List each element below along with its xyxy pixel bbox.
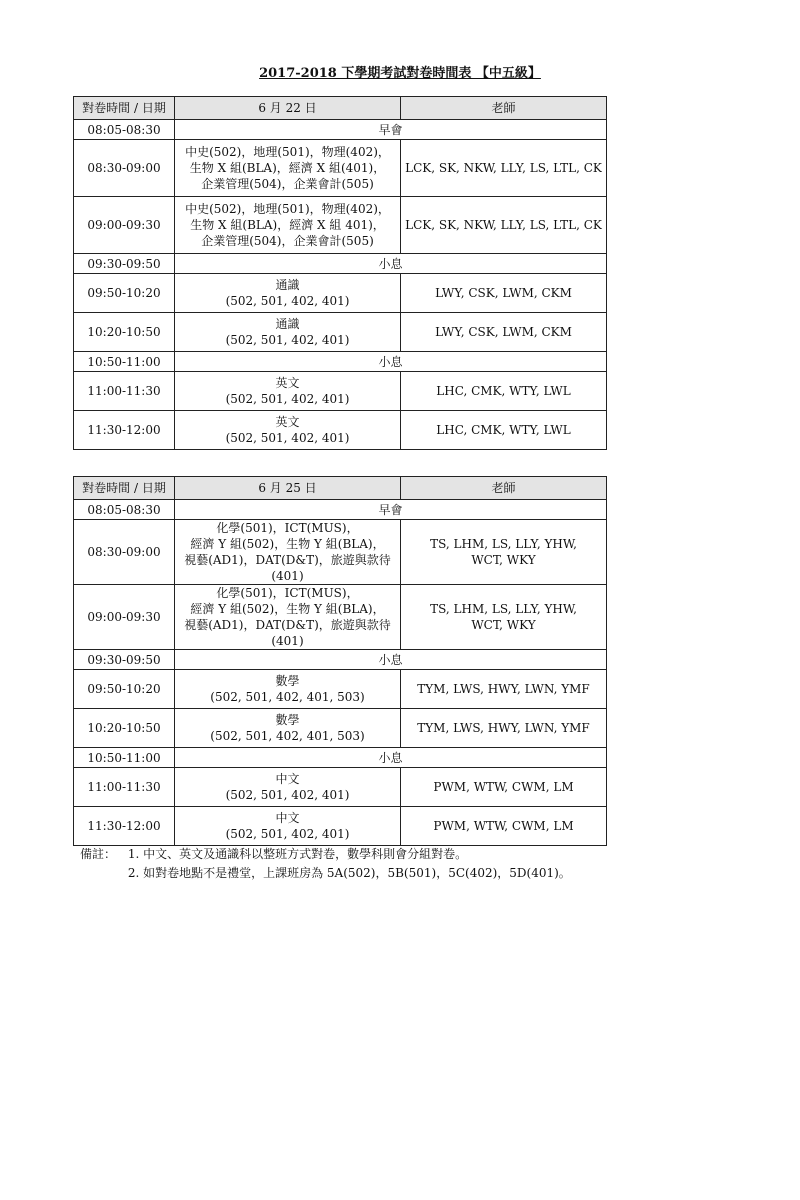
table-row [74,140,607,197]
subjects-cell: 通識 (502, 501, 402, 401) [175,274,401,313]
time-cell: 10:50-11:00 [74,352,175,372]
table-row [74,807,607,846]
teachers-cell: TS, LHM, LS, LLY, YHW, WCT, WKY [401,520,607,585]
subjects-cell: 英文 (502, 501, 402, 401) [175,411,401,450]
header-row [74,97,607,120]
table-row [74,500,607,520]
subjects-cell: 數學 (502, 501, 402, 401, 503) [175,670,401,709]
time-cell: 09:00-09:30 [74,197,175,254]
teachers-cell: PWM, WTW, CWM, LM [401,807,607,846]
note-item: 2. 如對卷地點不是禮堂，上課班房為 5A(502)，5B(501)，5C(402)，5D(401)。 [127,866,571,880]
subjects-cell: 中文 (502, 501, 402, 401) [175,807,401,846]
break-cell: 小息 [175,650,607,670]
header-row [74,477,607,500]
table-row [74,520,607,585]
subjects-cell: 中史(502)，地理(501)，物理(402)， 生物 X 組(BLA)，經濟 X 組(401)， 企業管理(504)，企業會計(505) [175,140,401,197]
subjects-cell: 通識 (502, 501, 402, 401) [175,313,401,352]
time-cell: 11:30-12:00 [74,411,175,450]
time-cell: 09:50-10:20 [74,274,175,313]
table-row [74,372,607,411]
teachers-cell: LCK, SK, NKW, LLY, LS, LTL, CK [401,197,607,254]
time-cell: 11:00-11:30 [74,372,175,411]
time-cell: 09:50-10:20 [74,670,175,709]
time-cell: 09:30-09:50 [74,254,175,274]
teachers-cell: LWY, CSK, LWM, CKM [401,313,607,352]
table-row [74,313,607,352]
time-cell: 08:05-08:30 [74,120,175,140]
teachers-cell: LWY, CSK, LWM, CKM [401,274,607,313]
teachers-cell: TYM, LWS, HWY, LWN, YMF [401,670,607,709]
page-title: 2017-2018 下學期考試對卷時間表 【中五級】 [259,66,541,81]
subjects-cell: 數學 (502, 501, 402, 401, 503) [175,709,401,748]
notes [80,845,571,883]
break-cell: 早會 [175,500,607,520]
header-time: 對卷時間 / 日期 [74,477,175,500]
header-time: 對卷時間 / 日期 [74,97,175,120]
time-cell: 10:20-10:50 [74,313,175,352]
table-row [74,120,607,140]
teachers-cell: PWM, WTW, CWM, LM [401,768,607,807]
table-row [74,254,607,274]
subjects-cell: 化學(501)，ICT(MUS)， 經濟 Y 組(502)，生物 Y 組(BLA)， 視藝(AD1)，DAT(D&T)，旅遊與款待(401) [175,520,401,585]
schedule-table-1 [73,96,607,450]
table-row [74,274,607,313]
break-cell: 小息 [175,748,607,768]
subjects-cell: 英文 (502, 501, 402, 401) [175,372,401,411]
schedule-table-2 [73,476,607,846]
table-row [74,748,607,768]
teachers-cell: LCK, SK, NKW, LLY, LS, LTL, CK [401,140,607,197]
subjects-cell: 中文 (502, 501, 402, 401) [175,768,401,807]
table-row [74,197,607,254]
teachers-cell: LHC, CMK, WTY, LWL [401,411,607,450]
time-cell: 11:00-11:30 [74,768,175,807]
table-row [74,411,607,450]
table-row [74,650,607,670]
time-cell: 10:20-10:50 [74,709,175,748]
teachers-cell: TS, LHM, LS, LLY, YHW, WCT, WKY [401,585,607,650]
time-cell: 08:30-09:00 [74,140,175,197]
teachers-cell: LHC, CMK, WTY, LWL [401,372,607,411]
table-row [74,670,607,709]
header-teacher: 老師 [401,97,607,120]
break-cell: 小息 [175,352,607,372]
header-date: 6 月 22 日 [175,97,401,120]
teachers-cell: TYM, LWS, HWY, LWN, YMF [401,709,607,748]
table-row [74,768,607,807]
time-cell: 08:05-08:30 [74,500,175,520]
note-item: 1. 中文、英文及通識科以整班方式對卷，數學科則會分組對卷。 [127,847,468,861]
table-row [74,585,607,650]
table-row [74,709,607,748]
time-cell: 09:00-09:30 [74,585,175,650]
time-cell: 11:30-12:00 [74,807,175,846]
break-cell: 早會 [175,120,607,140]
break-cell: 小息 [175,254,607,274]
subjects-cell: 中史(502)，地理(501)，物理(402)， 生物 X 組(BLA)，經濟 X 組 401)， 企業管理(504)，企業會計(505) [175,197,401,254]
header-teacher: 老師 [401,477,607,500]
time-cell: 09:30-09:50 [74,650,175,670]
notes-label: 備註： [80,847,117,861]
subjects-cell: 化學(501)，ICT(MUS)， 經濟 Y 組(502)，生物 Y 組(BLA)， 視藝(AD1)，DAT(D&T)，旅遊與款待(401) [175,585,401,650]
table-row [74,352,607,372]
time-cell: 10:50-11:00 [74,748,175,768]
header-date: 6 月 25 日 [175,477,401,500]
time-cell: 08:30-09:00 [74,520,175,585]
